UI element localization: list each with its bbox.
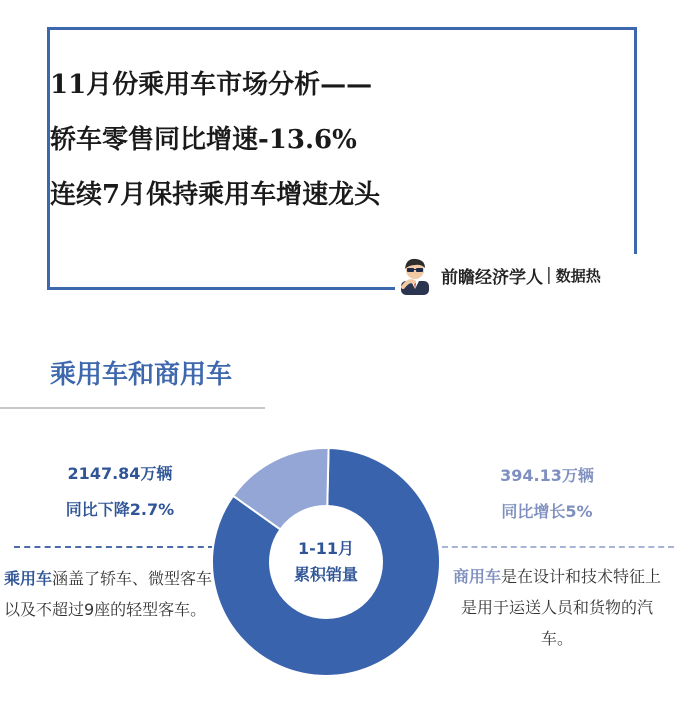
commercial-description — [447, 561, 667, 654]
section-divider — [0, 407, 265, 409]
donut-center-label: 1-11月 — [297, 539, 355, 558]
brand-name: 前瞻经济学人 — [441, 267, 543, 288]
section-title: 乘用车和商用车 — [50, 360, 233, 390]
passenger-keyword: 乘用车 — [4, 569, 53, 588]
donut-chart — [210, 446, 442, 678]
commercial-volume: 394.13万辆 — [500, 466, 594, 485]
passenger-description-text: 涵盖了轿车、微型客车以及不超过9座的轻型客车。 — [4, 569, 213, 619]
title-line-3: 连续7月保持乘用车增速龙头 — [50, 180, 381, 210]
brand-badge — [395, 254, 655, 296]
left-dashed-divider — [14, 546, 214, 548]
commercial-description-text: 是在设计和技术特征上是用于运送人员和货物的汽车。 — [460, 567, 662, 648]
brand-tag: 数据热 — [555, 266, 601, 285]
commercial-keyword: 商用车 — [452, 567, 501, 586]
right-dashed-divider — [442, 546, 674, 548]
commercial-stat — [462, 458, 632, 530]
brand-separator: | — [546, 265, 552, 285]
title-line-2: 轿车零售同比增速-13.6% — [50, 125, 357, 155]
commercial-change: 同比增长5% — [501, 502, 593, 521]
avatar-icon — [395, 255, 435, 295]
passenger-stat — [40, 456, 200, 528]
page-title — [50, 58, 388, 223]
passenger-volume: 2147.84万辆 — [67, 464, 173, 483]
donut-center-label: 累积销量 — [293, 565, 359, 584]
passenger-description — [4, 563, 219, 625]
passenger-change: 同比下降2.7% — [65, 500, 175, 519]
title-line-1: 11月份乘用车市场分析—— — [50, 70, 373, 100]
